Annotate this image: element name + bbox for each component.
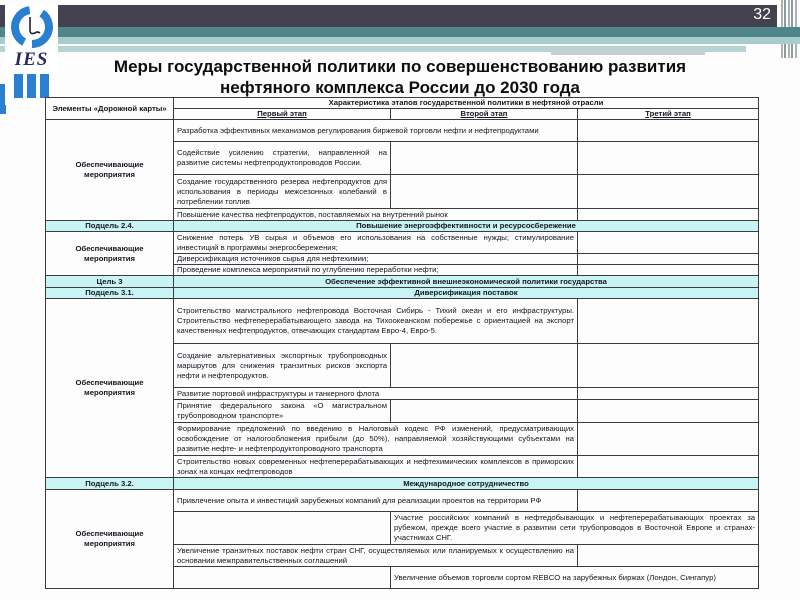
gray-strip: [551, 50, 705, 55]
empty-cell: [578, 490, 759, 512]
top-navy-bar: [0, 5, 777, 27]
measure-cell: Увеличение объемов торговли сортом REBCO на зарубежных биржах (Лондон, Сингапур): [391, 567, 759, 589]
empty-cell: [578, 423, 759, 456]
subgoal-3-1-label: Подцель 3.1.: [46, 288, 174, 299]
teal-band: [0, 27, 800, 37]
empty-cell: [391, 400, 578, 423]
measure-cell: Привлечение опыта и инвестиций зарубежных компаний для реализации проектов на территории РФ: [174, 490, 578, 512]
logo: [5, 2, 58, 105]
section-label-providing-measures-4: Обеспечивающие мероприятия: [46, 490, 174, 589]
empty-cell: [578, 265, 759, 276]
empty-cell: [174, 567, 391, 589]
logo-text: IES: [14, 49, 49, 70]
empty-cell: [174, 512, 391, 545]
measure-cell: Повышение качества нефтепродуктов, поставляемых на внутренний рынок: [174, 209, 578, 221]
measure-cell: Формирование предложений по введению в Налоговый кодекс РФ изменений, предусматривающих освобождение от налогообложения прибыли (до 50%), направляемой хозяйствующими субъектами на развитие нефте- и нефтепродуктопроводного транспорта: [174, 423, 578, 456]
empty-cell: [578, 344, 759, 388]
empty-cell: [578, 209, 759, 221]
measure-cell: Создание альтернативных экспортных трубопроводных маршрутов для снижения транзитных рисков экспорта нефти и нефтепродуктов.: [174, 344, 391, 388]
slide-title: Меры государственной политики по совершенствованию развития нефтяного комплекса России до 2030 года: [113, 57, 687, 97]
measure-cell: Содействие усилению стратегии, направленной на развитие системы нефтепродуктопроводов России.: [174, 142, 391, 175]
goal-3-label: Цель 3: [46, 276, 174, 288]
empty-cell: [578, 388, 759, 400]
header-roadmap-elements: Элементы «Дорожной карты»: [46, 98, 174, 120]
measure-cell: Диверсификация источников сырья для нефтехимии;: [174, 254, 578, 265]
measure-cell: Проведение комплекса мероприятий по углублению переработки нефти;: [174, 265, 578, 276]
subgoal-2-4-title: Повышение энергоэффективности и ресурсосбережение: [174, 221, 759, 232]
measure-cell: Развитие портовой инфраструктуры и танкерного флота: [174, 388, 578, 400]
slide-number: 32: [753, 6, 771, 23]
empty-cell: [391, 175, 578, 209]
measure-cell: Строительство магистрального нефтепровода Восточная Сибирь - Тихий океан и его инфраструктуры. Строительство нефтеперерабатывающего завода на Тихоокеанском побережье с ориентацией на экспорт качественных нефтепродуктов, отвечающих стандартам Евро-4, Евро-5.: [174, 299, 578, 344]
roadmap-table: [45, 97, 759, 589]
section-label-providing-measures-3: Обеспечивающие мероприятия: [46, 299, 174, 478]
empty-cell: [578, 299, 759, 344]
subgoal-3-1-title: Диверсификация поставок: [174, 288, 759, 299]
measure-cell: Разработка эффективных механизмов регулирования биржевой торговли нефти и нефтепродуктами: [174, 120, 578, 142]
empty-cell: [578, 545, 759, 567]
empty-cell: [391, 344, 578, 388]
ies-ring-icon: [9, 4, 55, 50]
header-stages-group: Характеристика этапов государственной политики в нефтяной отрасли: [174, 98, 759, 109]
empty-cell: [578, 232, 759, 254]
measure-cell: Снижение потерь УВ сырья и объемов его использования на собственные нужды; стимулирование инвестиций в программы энергосбережения;: [174, 232, 578, 254]
subgoal-2-4-label: Подцель 2.4.: [46, 221, 174, 232]
goal-3-title: Обеспечение эффективной внешнеэкономической политики государства: [174, 276, 759, 288]
measure-cell: Принятие федерального закона «О магистральном трубопроводном транспорте»: [174, 400, 391, 423]
subgoal-3-2-title: Международное сотрудничество: [174, 478, 759, 490]
empty-cell: [578, 142, 759, 175]
light-teal-band: [0, 37, 800, 44]
empty-cell: [391, 142, 578, 175]
measure-cell: Создание государственного резерва нефтепродуктов для использования в периоды межсезонных колебаний в потреблении топлив: [174, 175, 391, 209]
subgoal-3-2-label: Подцель 3.2.: [46, 478, 174, 490]
measure-cell: Строительство новых современных нефтеперерабатывающих и нефтехимических комплексов в приморских зонах на концах нефтепроводов: [174, 456, 578, 478]
empty-cell: [578, 456, 759, 478]
empty-cell: [578, 254, 759, 265]
section-label-providing-measures-2: Обеспечивающие мероприятия: [46, 232, 174, 276]
empty-cell: [578, 400, 759, 423]
empty-cell: [578, 120, 759, 142]
header-stage-1: Первый этап: [174, 109, 391, 120]
header-stage-2: Второй этап: [391, 109, 578, 120]
section-label-providing-measures-1: Обеспечивающие мероприятия: [46, 120, 174, 221]
logo-bars-icon: [5, 74, 58, 98]
header-stage-3: Третий этап: [578, 109, 759, 120]
measure-cell: Участие российских компаний в нефтедобывающих и нефтеперерабатывающих проектах за рубежом, прежде всего участие в развитии сети трубопроводов в Восточной Европе и странах-участниках СНГ.: [391, 512, 759, 545]
measure-cell: Увеличение транзитных поставок нефти стран СНГ, осуществляемых или планируемых к осуществлению на основании межправительственных соглашений: [174, 545, 578, 567]
empty-cell: [578, 175, 759, 209]
